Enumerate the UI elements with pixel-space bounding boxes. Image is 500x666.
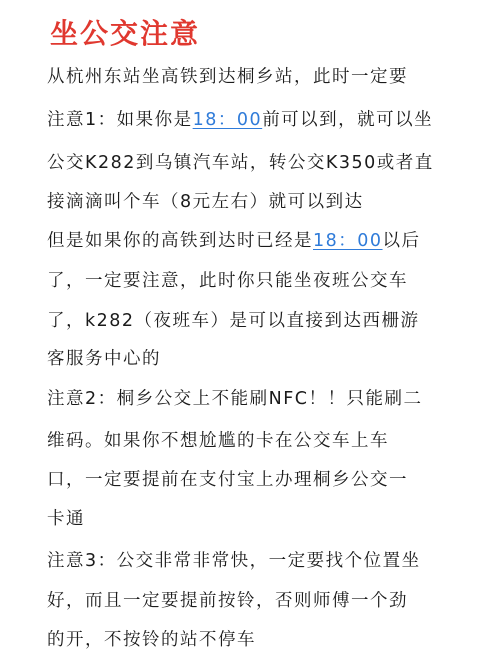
text-segment: 从杭州东站坐高铁到达桐乡站，此时一定要: [47, 67, 408, 87]
text-line: [47, 189, 364, 215]
text-line: [47, 107, 433, 133]
text-segment: 好，而且一定要提前按铃，否则师傅一个劲: [47, 591, 408, 611]
text-line: [47, 308, 420, 334]
text-line: [47, 268, 408, 294]
text-segment: 注意2：桐乡公交上不能刷NFC！！只能刷二: [47, 389, 423, 409]
text-segment: 了，k282（夜班车）是可以直接到达西栅游: [47, 311, 420, 331]
text-segment: 维码。如果你不想尬尴的卡在公交车上车: [47, 431, 389, 451]
text-line: [47, 588, 408, 614]
text-segment: 公交K282到乌镇汽车站，转公交K350或者直: [47, 153, 434, 173]
text-segment: 注意3：公交非常非常快，一定要找个位置坐: [47, 551, 421, 571]
text-segment: 了，一定要注意，此时你只能坐夜班公交车: [47, 271, 408, 291]
text-segment: 但是如果你的高铁到达时已经是: [47, 231, 313, 251]
text-segment: 前可以到，就可以坐: [262, 110, 434, 130]
page-title: 坐公交注意: [50, 17, 201, 50]
text-line: [47, 228, 421, 254]
text-line: [47, 150, 434, 176]
text-line: [47, 627, 256, 653]
text-segment: 客服务中心的: [47, 349, 161, 369]
time-highlight: 18：00: [192, 110, 263, 130]
text-line: [47, 506, 85, 532]
text-line: [47, 428, 389, 454]
text-line: [47, 346, 161, 372]
text-line: [47, 64, 408, 90]
text-segment: 接滴滴叫个车（8元左右）就可以到达: [47, 192, 364, 212]
text-line: [47, 467, 408, 493]
text-segment: 注意1：如果你是: [47, 110, 193, 130]
text-line: [47, 548, 421, 574]
time-highlight: 18：00: [313, 231, 383, 251]
text-segment: 卡通: [47, 509, 85, 529]
text-segment: 以后: [382, 231, 421, 251]
text-segment: 口，一定要提前在支付宝上办理桐乡公交一: [47, 470, 408, 490]
text-line: [47, 386, 423, 412]
text-segment: 的开，不按铃的站不停车: [47, 630, 256, 650]
